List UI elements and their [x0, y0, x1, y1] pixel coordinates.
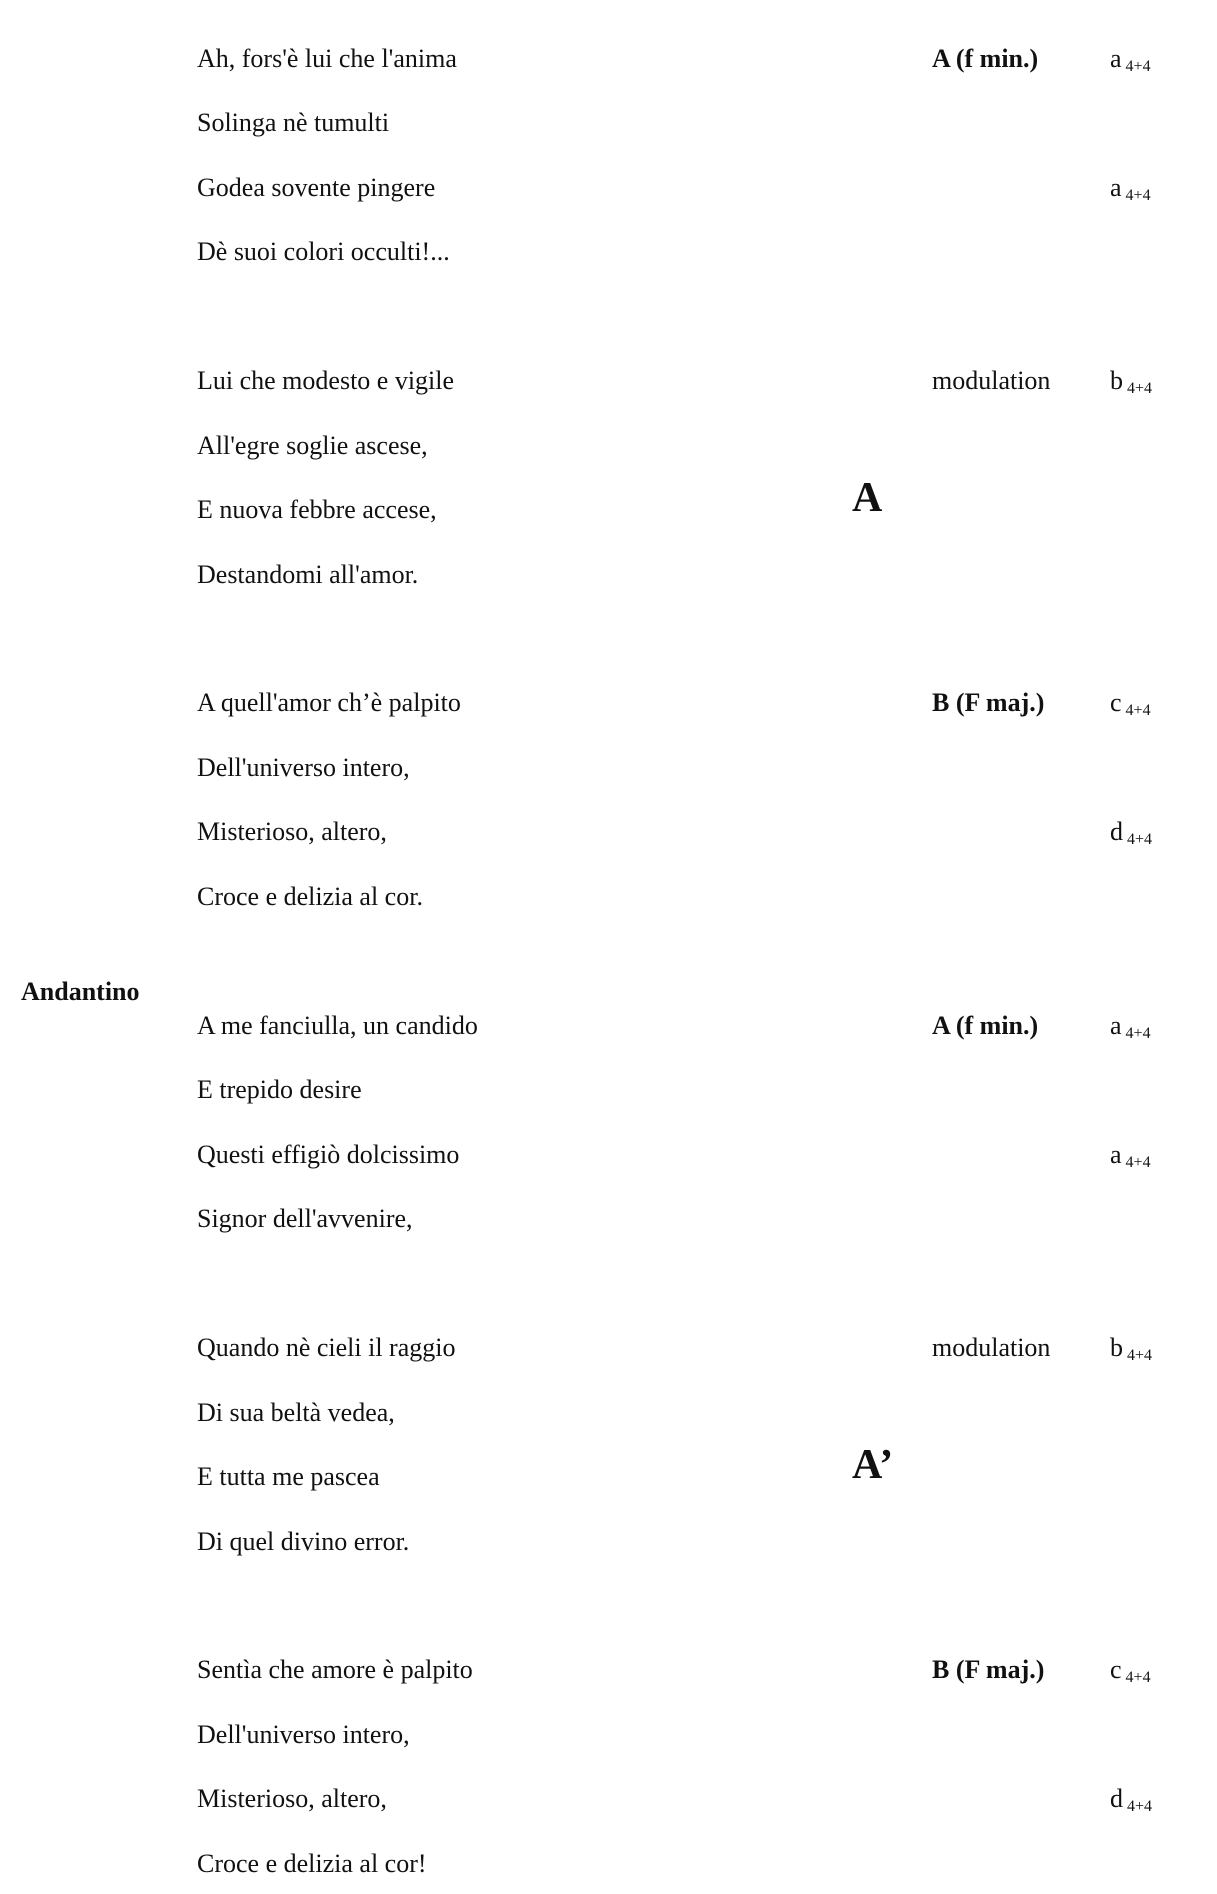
verse-line: All'egre soglie ascese, [197, 431, 428, 460]
verse-line: Godea sovente pingere [197, 173, 436, 202]
verse-line: Di quel divino error. [197, 1527, 410, 1556]
big-section-label-a-prime: A’ [852, 1442, 894, 1488]
verse-line: Croce e delizia al cor! [197, 1849, 427, 1878]
verse-line: A quell'amor ch’è palpito [197, 688, 461, 717]
section-label: B (F maj.) [932, 1655, 1045, 1684]
rhyme-letter: a [1110, 173, 1122, 202]
big-section-label-a: A [852, 475, 883, 521]
verse-line: Destandomi all'amor. [197, 560, 419, 589]
tempo-marking: Andantino [21, 977, 140, 1006]
rhyme-scheme [1110, 1333, 1152, 1367]
rhyme-scheme [1110, 688, 1151, 722]
rhyme-subscript: 4+4 [1127, 1347, 1153, 1364]
verse-line: A me fanciulla, un candido [197, 1011, 478, 1040]
rhyme-scheme [1110, 1655, 1151, 1689]
verse-line: Solinga nè tumulti [197, 108, 390, 137]
rhyme-scheme [1110, 44, 1151, 78]
verse-line: E trepido desire [197, 1075, 362, 1104]
verse-line: Dè suoi colori occulti!... [197, 237, 450, 266]
verse-line: Quando nè cieli il raggio [197, 1333, 456, 1362]
rhyme-scheme [1110, 1140, 1151, 1174]
verse-line: E nuova febbre accese, [197, 495, 437, 524]
section-label: modulation [932, 366, 1051, 395]
verse-line: Croce e delizia al cor. [197, 882, 423, 911]
rhyme-scheme [1110, 1011, 1151, 1045]
rhyme-subscript: 4+4 [1125, 187, 1151, 204]
verse-line: Signor dell'avvenire, [197, 1204, 413, 1233]
rhyme-letter: d [1110, 1784, 1123, 1813]
verse-line: Ah, fors'è lui che l'anima [197, 44, 457, 73]
section-label: modulation [932, 1333, 1051, 1362]
section-label: A (f min.) [932, 44, 1039, 73]
verse-line: Dell'universo intero, [197, 1720, 410, 1749]
rhyme-subscript: 4+4 [1127, 1798, 1153, 1815]
verse-line: Misterioso, altero, [197, 817, 387, 846]
rhyme-subscript: 4+4 [1125, 1669, 1151, 1686]
rhyme-subscript: 4+4 [1125, 1154, 1151, 1171]
verse-line: Dell'universo intero, [197, 753, 410, 782]
verse-line: Lui che modesto e vigile [197, 366, 455, 395]
verse-line: E tutta me pascea [197, 1462, 380, 1491]
section-label: A (f min.) [932, 1011, 1039, 1040]
rhyme-letter: d [1110, 817, 1123, 846]
rhyme-scheme [1110, 817, 1152, 851]
verse-line: Questi effigiò dolcissimo [197, 1140, 460, 1169]
rhyme-letter: b [1110, 1333, 1123, 1362]
rhyme-scheme [1110, 173, 1151, 207]
verse-line: Di sua beltà vedea, [197, 1398, 395, 1427]
section-label: B (F maj.) [932, 688, 1045, 717]
rhyme-scheme [1110, 1784, 1152, 1818]
rhyme-subscript: 4+4 [1125, 702, 1151, 719]
rhyme-subscript: 4+4 [1127, 380, 1153, 397]
rhyme-letter: a [1110, 1140, 1122, 1169]
rhyme-subscript: 4+4 [1125, 58, 1151, 75]
rhyme-letter: a [1110, 1011, 1122, 1040]
rhyme-letter: b [1110, 366, 1123, 395]
verse-line: Misterioso, altero, [197, 1784, 387, 1813]
rhyme-letter: c [1110, 1655, 1122, 1684]
rhyme-letter: c [1110, 688, 1122, 717]
verse-line: Sentìa che amore è palpito [197, 1655, 473, 1684]
rhyme-subscript: 4+4 [1127, 831, 1153, 848]
rhyme-scheme [1110, 366, 1152, 400]
rhyme-letter: a [1110, 44, 1122, 73]
rhyme-subscript: 4+4 [1125, 1025, 1151, 1042]
